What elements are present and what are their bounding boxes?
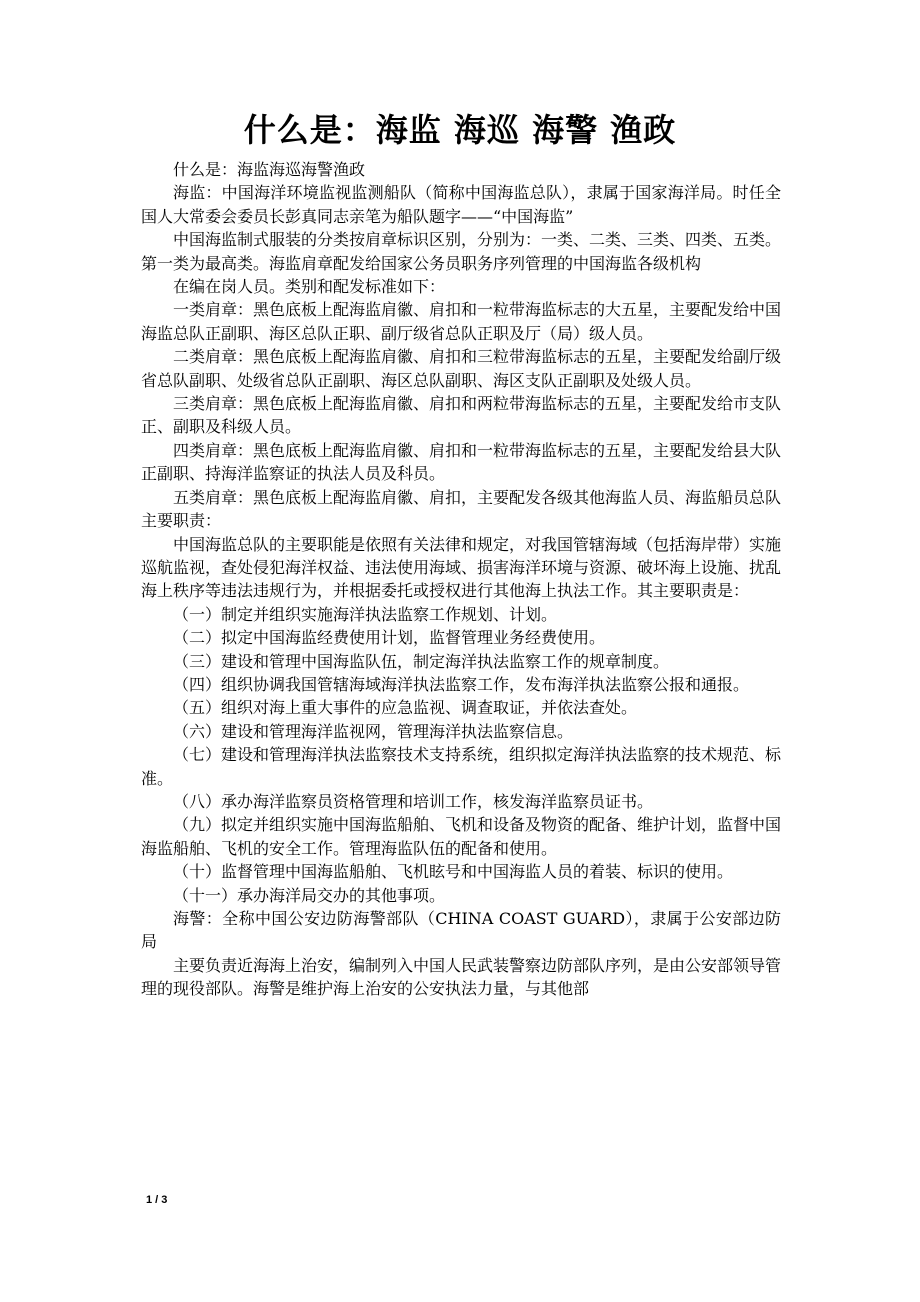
paragraph: （十一）承办海洋局交办的其他事项。 (173, 885, 446, 905)
paragraph: 三类肩章：黑色底板上配海监肩徽、肩扣和两粒带海监标志的五星，主要配发给市支队正、副职及科级人员。 (141, 394, 782, 437)
paragraph: 二类肩章：黑色底板上配海监肩徽、肩扣和三粒带海监标志的五星，主要配发给副厅级省总队副职、处级省总队正副职、海区总队副职、海区支队正副职及处级人员。 (141, 347, 782, 390)
paragraph: 一类肩章：黑色底板上配海监肩徽、肩扣和一粒带海监标志的大五星，主要配发给中国海监总队正副职、海区总队正职、副厅级省总队正职及厅（局）级人员。 (141, 300, 782, 343)
paragraph: （四）组织协调我国管辖海域海洋执法监察工作，发布海洋执法监察公报和通报。 (173, 674, 750, 694)
paragraph: 五类肩章：黑色底板上配海监肩徽、肩扣，主要配发各级其他海监人员、海监船员总队主要职责： (141, 487, 782, 531)
page-number: 1 / 3 (146, 1194, 168, 1206)
paragraph: （三）建设和管理中国海监队伍，制定海洋执法监察工作的规章制度。 (173, 651, 670, 671)
paragraph: （九）拟定并组织实施中国海监船舶、飞机和设备及物资的配备、维护计划，监督中国海监船舶、飞机的安全工作。管理海监队伍的配备和使用。 (141, 815, 782, 858)
paragraph: （二）拟定中国海监经费使用计划，监督管理业务经费使用。 (173, 628, 606, 648)
paragraph: 什么是：海监海巡海警渔政 (173, 160, 366, 179)
paragraph: 海监：中国海洋环境监视监测船队（简称中国海监总队），隶属于国家海洋局。时任全国人大常委会委员长彭真同志亲笔为船队题字——“中国海监” (141, 183, 781, 226)
paragraph: （七）建设和管理海洋执法监察技术支持系统，组织拟定海洋执法监察的技术规范、标准。 (141, 745, 782, 788)
paragraph: 中国海监制式服装的分类按肩章标识区别，分别为：一类、二类、三类、四类、五类。第一类为最高类。海监肩章配发给国家公务员职务序列管理的中国海监各级机构 (141, 230, 782, 273)
paragraph: 四类肩章：黑色底板上配海监肩徽、肩扣和一粒带海监标志的五星，主要配发给县大队正副职、持海洋监察证的执法人员及科员。 (141, 440, 782, 484)
paragraph: 主要负责近海海上治安，编制列入中国人民武装警察边防部队序列，是由公安部领导管理的现役部队。海警是维护海上治安的公安执法力量，与其他部 (141, 955, 782, 999)
paragraph: （十）监督管理中国海监船舶、飞机眩号和中国海监人员的着装、标识的使用。 (173, 862, 734, 882)
paragraph: （一）制定并组织实施海洋执法监察工作规划、计划。 (173, 604, 558, 624)
paragraph: 海警：全称中国公安边防海警部队（CHINA COAST GUARD），隶属于公安部边防局 (141, 909, 781, 952)
paragraph: （五）组织对海上重大事件的应急监视、调查取证，并依法查处。 (173, 698, 638, 718)
document-title: 什么是：海监 海巡 海警 渔政 (243, 111, 677, 149)
paragraph: 在编在岗人员。类别和配发标准如下： (173, 277, 446, 297)
paragraph: （八）承办海洋监察员资格管理和培训工作，核发海洋监察员证书。 (173, 791, 654, 811)
paragraph: （六）建设和管理海洋监视网，管理海洋执法监察信息。 (173, 721, 574, 741)
paragraph: 中国海监总队的主要职能是依照有关法律和规定，对我国管辖海域（包括海岸带）实施巡航监视，查处侵犯海洋权益、违法使用海域、损害海洋环境与资源、破坏海上设施、扰乱海上秩序等违法违规行为，并根据委托或授权进行其他海上执法工作。其主要职责是： (141, 534, 782, 601)
document-body (141, 158, 781, 1001)
